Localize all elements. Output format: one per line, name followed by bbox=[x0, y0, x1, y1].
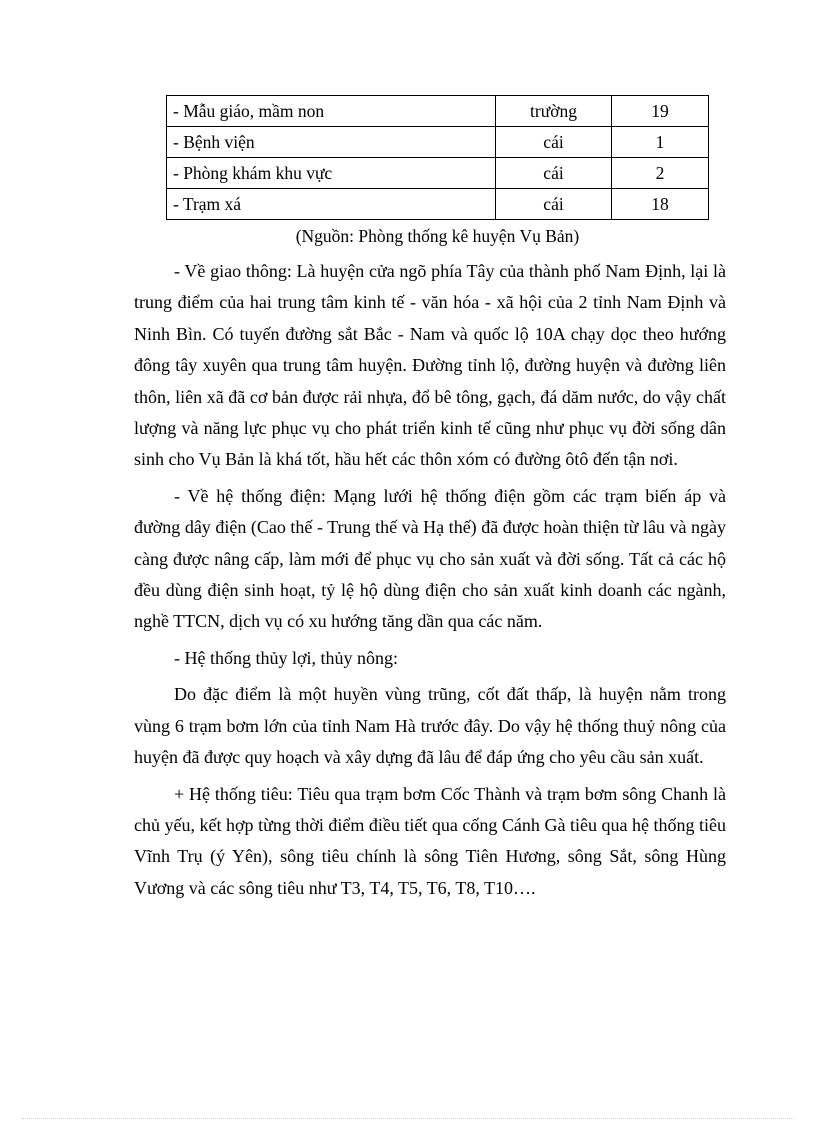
facility-unit: trường bbox=[496, 96, 612, 127]
table-row bbox=[167, 158, 709, 189]
facility-count: 18 bbox=[612, 189, 709, 220]
table-row bbox=[167, 127, 709, 158]
paragraph-transport: - Về giao thông: Là huyện cửa ngõ phía Tây của thành phố Nam Định, lại là trung điểm của hai trung tâm kinh tế - văn hóa - xã hội của 2 tỉnh Nam Định và Ninh Bìn. Có tuyến đường sắt Bắc - Nam và quốc lộ 10A chạy dọc theo hướng đông tây xuyên qua trung tâm huyện. Đường tỉnh lộ, đường huyện và đường liên thôn, liên xã đã cơ bản được rải nhựa, đổ bê tông, gạch, đá dăm nước, do vậy chất lượng và năng lực phục vụ cho phát triển kinh tế cũng như phục vụ đời sống dân sinh cho Vụ Bản là khá tốt, hầu hết các thôn xóm có đường ôtô đến tận nơi. bbox=[134, 261, 726, 470]
paragraph-irrigation-heading: - Hệ thống thủy lợi, thủy nông: bbox=[174, 647, 399, 668]
facility-count: 1 bbox=[612, 127, 709, 158]
page-divider bbox=[22, 1118, 794, 1119]
table-row bbox=[167, 189, 709, 220]
facility-name: - Bệnh viện bbox=[167, 127, 496, 158]
facilities-table bbox=[166, 95, 709, 220]
facility-count: 19 bbox=[612, 96, 709, 127]
facility-unit: cái bbox=[496, 158, 612, 189]
paragraph-irrigation: Do đặc điểm là một huyền vùng trũng, cốt đất thấp, là huyện nằm trong vùng 6 trạm bơm lớn của tỉnh Nam Hà trước đây. Do vậy hệ thống thuỷ nông của huyện đã được quy hoạch và xây dựng đã lâu để đáp ứng cho yêu cầu sản xuất. bbox=[134, 684, 726, 768]
facility-name: - Trạm xá bbox=[167, 189, 496, 220]
facility-unit: cái bbox=[496, 127, 612, 158]
facility-name: - Mẫu giáo, mầm non bbox=[167, 96, 496, 127]
facility-count: 2 bbox=[612, 158, 709, 189]
table-row bbox=[167, 96, 709, 127]
source-note: (Nguồn: Phòng thống kê huyện Vụ Bản) bbox=[295, 226, 580, 246]
facility-unit: cái bbox=[496, 189, 612, 220]
paragraph-electricity: - Về hệ thống điện: Mạng lưới hệ thống điện gồm các trạm biến áp và đường dây điện (Cao thế - Trung thế và Hạ thế) đã được hoàn thiện từ lâu và ngày càng được nâng cấp, làm mới để phục vụ cho sản xuất và đời sống. Tất cả các hộ đều dùng điện sinh hoạt, tỷ lệ hộ dùng điện cho sản xuất kinh doanh các ngành, nghề TTCN, dịch vụ có xu hướng tăng dần qua các năm. bbox=[134, 485, 726, 632]
body-text bbox=[134, 256, 726, 909]
paragraph-drainage: + Hệ thống tiêu: Tiêu qua trạm bơm Cốc Thành và trạm bơm sông Chanh là chủ yếu, kết hợp từng thời điểm điều tiết qua cống Cánh Gà tiêu qua hệ thống tiêu Vĩnh Trụ (ý Yên), sông tiêu chính là sông Tiên Hương, sông Sắt, sông Hùng Vương và các sông tiêu như T3, T4, T5, T6, T8, T10…. bbox=[134, 783, 726, 898]
facility-name: - Phòng khám khu vực bbox=[167, 158, 496, 189]
